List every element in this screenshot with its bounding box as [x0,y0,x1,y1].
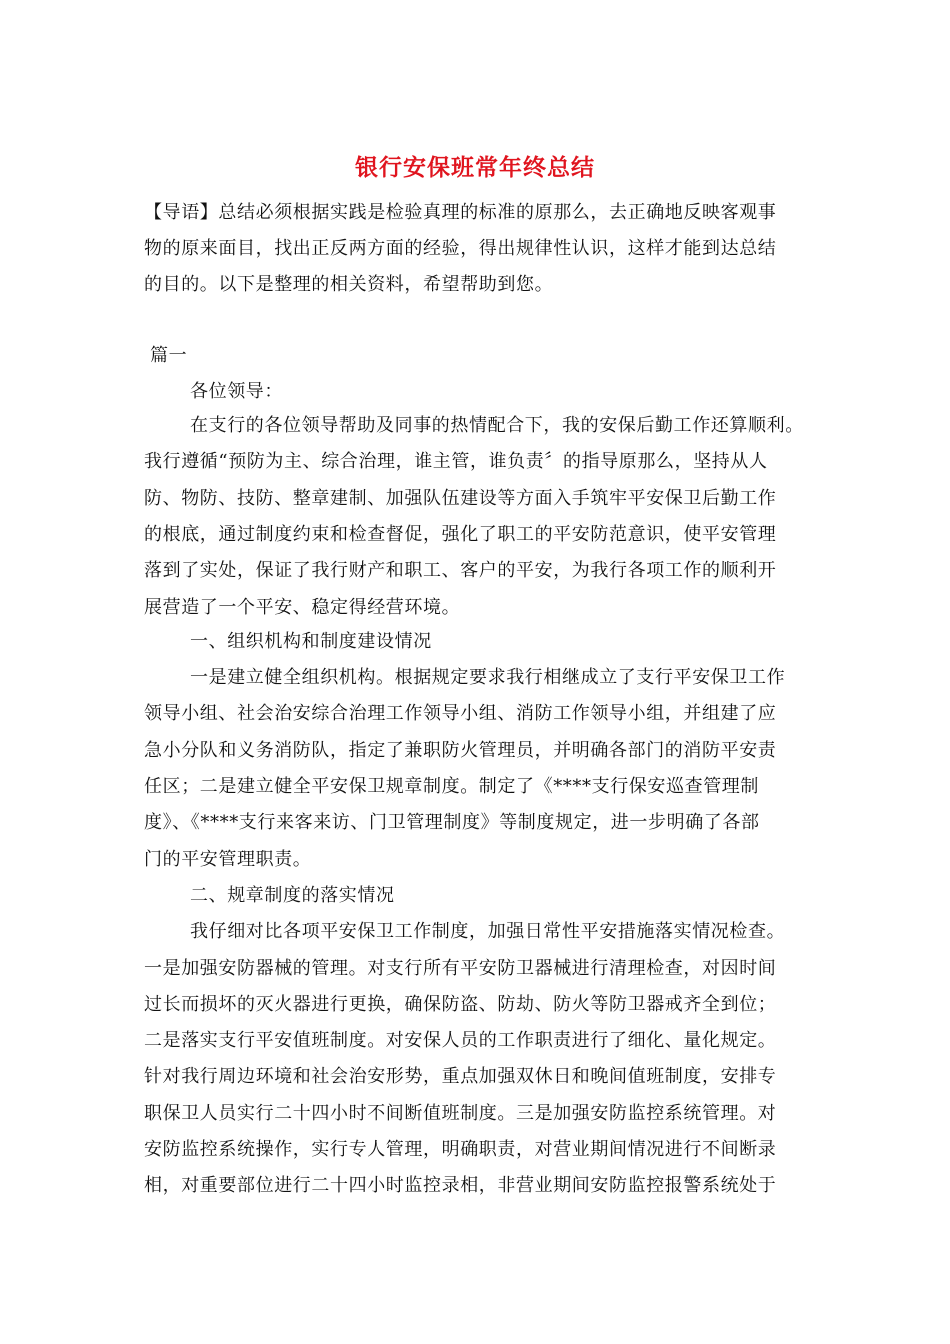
paragraph-line: 急小分队和义务消防队，指定了兼职防火管理员，并明确各部门的消防平安责 [144,740,777,761]
section-label: 篇一 [150,345,188,366]
paragraph-line: 职保卫人员实行二十四小时不间断值班制度。三是加强安防监控系统管理。对 [144,1103,777,1124]
paragraph-line: 过长而损坏的灭火器进行更换，确保防盗、防劫、防火等防卫器戒齐全到位； [144,994,777,1015]
paragraph-line: 安防监控系统操作，实行专人管理，明确职责，对营业期间情况进行不间断录 [144,1139,777,1160]
document-title: 银行安保班常年终总结 [355,154,595,181]
paragraph-line: 的根底，通过制度约束和检查督促，强化了职工的平安防范意识，使平安管理 [144,524,777,545]
paragraph-line: 二是落实支行平安值班制度。对安保人员的工作职责进行了细化、量化规定。 [144,1030,777,1051]
paragraph-line: 在支行的各位领导帮助及同事的热情配合下，我的安保后勤工作还算顺利。 [190,415,804,436]
paragraph-line: 我仔细对比各项平安保卫工作制度，加强日常性平安措施落实情况检查。 [190,921,786,942]
paragraph-line: 任区；二是建立健全平安保卫规章制度。制定了《****支行保安巡查管理制 [144,776,759,797]
intro-line: 【导语】总结必须根据实践是检验真理的标准的原那么，去正确地反映客观事 [144,202,777,223]
section-heading: 一、组织机构和制度建设情况 [190,631,432,652]
paragraph-line: 落到了实处，保证了我行财产和职工、客户的平安，为我行各项工作的顺利开 [144,560,777,581]
paragraph-line: 展营造了一个平安、稳定得经营环境。 [144,597,461,618]
section-heading: 二、规章制度的落实情况 [190,885,395,906]
paragraph-line: 相，对重要部位进行二十四小时监控录相，非营业期间安防监控报警系统处于 [144,1175,777,1196]
paragraph-line: 一是建立健全组织机构。根据规定要求我行相继成立了支行平安保卫工作 [190,667,786,688]
paragraph-line: 度》、《****支行来客来访、门卫管理制度》等制度规定，进一步明确了各部 [144,812,760,833]
paragraph-line: 门的平安管理职责。 [144,849,312,870]
paragraph-line: 我行遵循“预防为主、综合治理，谁主管，谁负责〞的指导原那么，坚持从人 [144,451,768,472]
intro-line: 物的原来面目，找出正反两方面的经验，得出规律性认识，这样才能到达总结 [144,238,777,259]
paragraph-line: 针对我行周边环境和社会治安形势，重点加强双休日和晚间值班制度，安排专 [144,1066,777,1087]
paragraph-line: 一是加强安防器械的管理。对支行所有平安防卫器械进行清理检查，对因时间 [144,958,777,979]
paragraph-line: 防、物防、技防、整章建制、加强队伍建设等方面入手筑牢平安保卫后勤工作 [144,488,777,509]
paragraph-line: 领导小组、社会治安综合治理工作领导小组、消防工作领导小组，并组建了应 [144,703,777,724]
salutation: 各位领导： [190,381,283,402]
intro-line: 的目的。以下是整理的相关资料，希望帮助到您。 [144,274,554,295]
